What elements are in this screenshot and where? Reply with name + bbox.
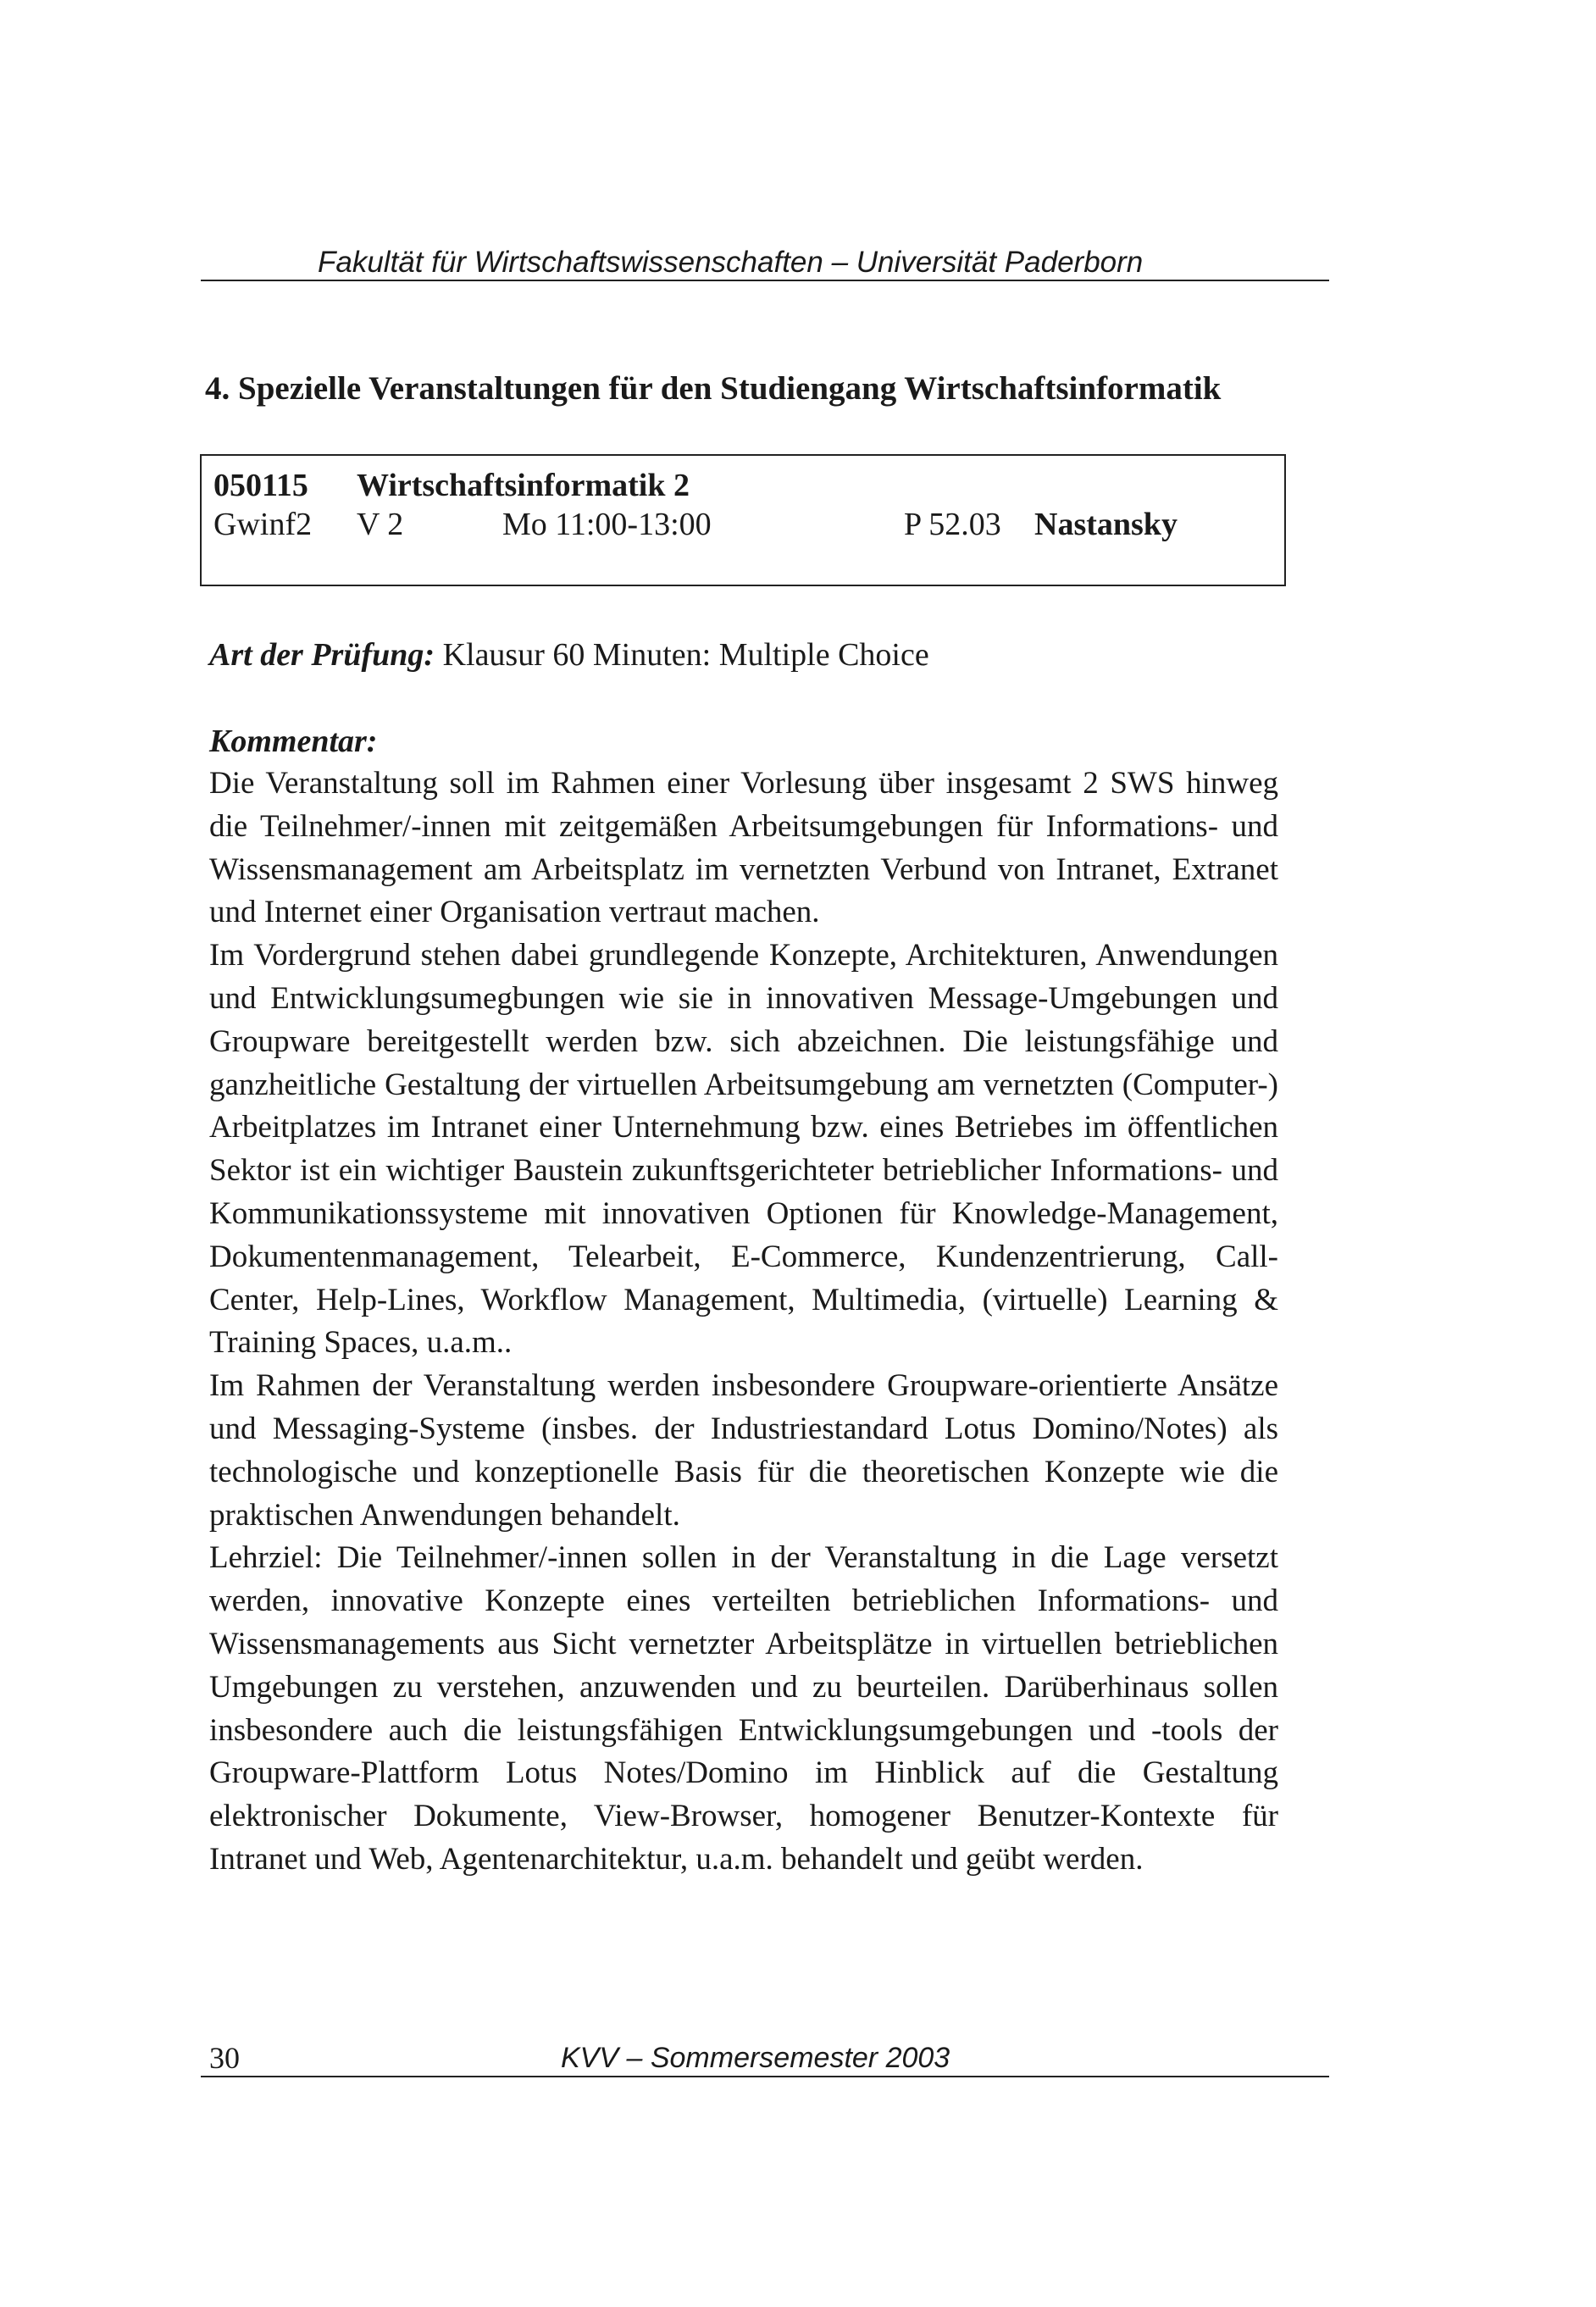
comment-paragraph: Im Rahmen der Veranstaltung werden insbesondere Groupware-orientierte Ansätze und Messaging-Systeme (insbes. der Industriestandard Lotus Domino/Notes) als technologische und konzeptionelle Basis für die theoretischen Konzepte wie die praktischen Anwendungen behandelt. <box>209 1368 1278 1533</box>
course-info-box <box>200 454 1286 586</box>
course-room: P 52.03 <box>904 507 1001 542</box>
comment-label: Kommentar: <box>209 724 378 759</box>
exam-info <box>209 634 929 676</box>
section-title: 4. Spezielle Veranstaltungen für den Studiengang Wirtschaftsinformatik <box>205 370 1222 407</box>
page-header <box>201 246 1329 281</box>
course-number: 050115 <box>213 468 308 503</box>
page-number: 30 <box>209 2041 240 2075</box>
comment-paragraph: Im Vordergrund stehen dabei grundlegende Konzepte, Architekturen, Anwendungen und Entwicklungsumegbungen wie sie in innovativen Message-Umgebungen und Groupware bereitgestellt werden bzw. sich abzeichnen. Die leistungsfähige und ganzheitliche Gestaltung der virtuellen Arbeitsumgebung am vernetzten (Computer-) Arbeitplatzes im Intranet einer Unternehmung bzw. eines Betriebes im öffentlichen Sektor ist ein wichtiger Baustein zukunftsgerichteter betrieblicher Informations- und Kommunikationssysteme mit innovativen Optionen für Knowledge-Management, Dokumentenmanagement, Telearbeit, E-Commerce, Kundenzentrierung, Call-Center, Help-Lines, Workflow Management, Multimedia, (virtuelle) Learning & Training Spaces, u.a.m.. <box>209 938 1278 1361</box>
comment-paragraph: Lehrziel: Die Teilnehmer/-innen sollen in der Veranstaltung in die Lage versetzt werden, innovative Konzepte eines verteilten betrieblichen Informations- und Wissensmanagements aus Sicht vernetzter Arbeitsplätze in virtuellen betrieblichen Umgebungen zu verstehen, anzuwenden und zu beurteilen. Darüberhinaus sollen insbesondere auch die leistungsfähigen Entwicklungsumgebungen und -tools der Groupware-Plattform Lotus Notes/Domino im Hinblick auf die Gestaltung elektronischer Dokumente, View-Browser, homogener Benutzer-Kontexte für Intranet und Web, Agentenarchitektur, u.a.m. behandelt und geübt werden. <box>209 1540 1278 1877</box>
page-footer <box>201 2040 1329 2077</box>
course-title: Wirtschaftsinformatik 2 <box>357 468 690 503</box>
course-time: Mo 11:00-13:00 <box>502 507 712 542</box>
page-header-text: Fakultät für Wirtschaftswissenschaften – Universität Paderborn <box>318 246 1144 279</box>
course-lecturer: Nastansky <box>1034 507 1178 542</box>
footer-text: KVV – Sommersemester 2003 <box>561 2042 950 2074</box>
course-code: Gwinf2 <box>213 507 313 542</box>
exam-value: Klausur 60 Minuten: Multiple Choice <box>442 637 929 673</box>
exam-label: Art der Prüfung: <box>209 637 435 673</box>
course-type: V 2 <box>357 507 404 542</box>
comment-body <box>209 763 1278 1882</box>
comment-paragraph: Die Veranstaltung soll im Rahmen einer Vorlesung über insgesamt 2 SWS hinweg die Teilnehmer/-innen mit zeitgemäßen Arbeitsumgebungen für Informations- und Wissensmanagement am Arbeitsplatz im vernetzten Verbund von Intranet, Extranet und Internet einer Organisation vertraut machen. <box>209 766 1278 930</box>
